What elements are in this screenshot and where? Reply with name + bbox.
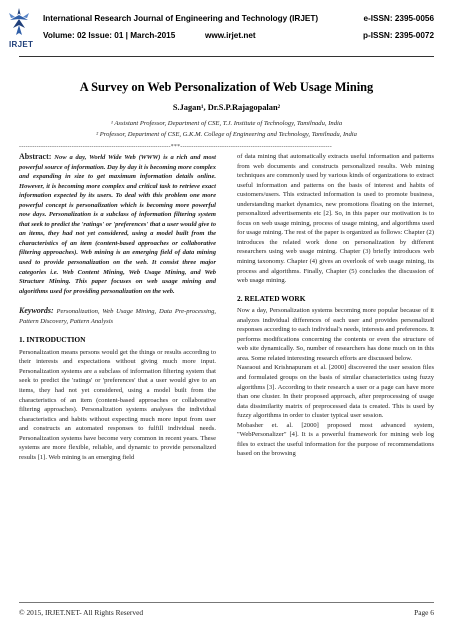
introduction-heading: 1. INTRODUCTION	[19, 335, 86, 345]
related-work-paragraph-3: Mobasher et. al. [2000] proposed most advanced system, "WebPersonalizer" [4]. It is a powerful framework for mining web log files to extract the useful information for the purpose of recommendations based on the browsing	[237, 421, 434, 458]
related-work-heading: 2. RELATED WORK	[237, 293, 306, 303]
irjet-logo-icon	[8, 7, 30, 39]
keywords-label: Keywords:	[19, 306, 54, 316]
left-column	[19, 152, 216, 462]
related-work-paragraph-1: Now a day, Personalization systems becoming more popular because of it analyzes individual differences of each user and provides personalized responses according to each individual's needs, interests and preferences. It performs modifications concerning the contents or even the structure of web site dynamically. So, number of researchers has done much on in this area. Some related interesting research efforts are discussed below.	[237, 307, 434, 362]
copyright-notice: © 2015, IRJET.NET- All Rights Reserved	[19, 608, 144, 617]
keywords-text: Personalization, Web Usage Mining, Data Pre-processing, Pattern Discovery, Pattern Analysis	[19, 308, 216, 325]
journal-header	[0, 0, 453, 60]
paper-authors: S.Jagan¹, Dr.S.P.Rajagopalan²	[172, 103, 281, 112]
e-issn: e-ISSN: 2395-0056	[363, 14, 434, 23]
introduction-continued: of data mining that automatically extracts useful information and patterns from web documents and constructs personalized results. Web mining techniques are commonly used by various kinds of organizations to extract useful information and patterns on the basis of interest and habits of customers/users. This extracted information is used to promote business, understanding market dynamics, new promotions floating on the internet, personalized advertisements etc [2]. So, in this paper our motivation is to focus on web usage mining, process of usage mining, and algorithms used for usage mining. The rest of the paper is organized as follows: Chapter (2) introduces the related work done on personalization by different researchers using web usage mining. Chapter (3) briefly introduces web mining taxonomy. Chapter (4) gives an overlook of web usage mining, its process and algorithms. Finally, Chapter (5) concludes the discussion of web usage mining.	[237, 153, 434, 285]
journal-name: International Research Journal of Engineering and Technology (IRJET)	[43, 14, 319, 23]
affiliation-1: ¹ Assistant Professor, Department of CSE, T.J. Institute of Technology, Tamilnadu, India	[110, 120, 343, 127]
volume-issue: Volume: 02 Issue: 01 | March-2015	[43, 31, 176, 40]
journal-website[interactable]: www.irjet.net	[205, 31, 256, 40]
header-divider	[19, 56, 434, 57]
footer-divider	[19, 602, 434, 603]
keywords	[19, 306, 216, 326]
logo-wordmark: IRJET	[9, 40, 34, 49]
abstract	[19, 152, 216, 296]
abstract-label: Abstract:	[19, 152, 52, 161]
p-issn: p-ISSN: 2395-0072	[363, 31, 434, 40]
page-number: Page 6	[414, 608, 434, 617]
related-work-paragraph-2: Nasraoui and Krishnapuram et al. [2000] discovered the user session files and formulated groups on the basis of similar characteristics using fuzzy algorithms [3]. According to their research a user or a page can have more than one cluster. In their proposed approach, after preprocessing of usage data dissimilarity matrix of preprocessed data is created. This is used by fuzzy algorithms in order to cluster typical user session.	[237, 364, 434, 420]
abstract-text: Now a day, World Wide Web (WWW) is a rich and most powerful source of information. Day by day it is becoming more complex and expanding in size to get maximum information details online. However, it is becoming more complex and critical task to retrieve exact information expected by its users. To deal with this problem one more powerful concept is personalization which is becoming more powerful now days. Personalization is a subclass of information filtering system that seek to predict the 'ratings' or 'preferences' that a user would give to an items, they had not yet considered, using a model built from the characteristics of an item (content-based approaches or collaborative filtering approaches). Web mining is an emerging field of data mining used to provide personalization on the web. It consist three major categories i.e. Web Content Mining, Web Usage Mining, and Web Structure Mining. This paper focuses on web usage mining and algorithms used for providing personalization on the web.	[19, 154, 217, 295]
affiliation-2: ² Professor, Department of CSE, G.K.M. College of Engineering and Technology, Tamilnadu, India	[96, 131, 357, 138]
introduction-text: Personalization means persons would get the things or results according to their interests and expectations without giving much more input. Personalization systems are a subclass of information filtering system that seek to predict the 'ratings' or 'preferences' that a user would give to an items, they had not yet considered, using a model built from the characteristics of an item (content-based approaches or collaborative filtering approaches). Personalization systems analyses the individual characteristics and habits without expecting much more input from user and constructs an automated responses to fulfill individual needs. Personalization systems have become very common in recent years. These systems are more flexible, reliable, and dynamic to provide personalized results [1]. Web mining is an emerging field	[19, 348, 216, 461]
paper-title: A Survey on Web Personalization of Web Usage Mining	[79, 80, 374, 94]
section-separator: ---------------------------------------------------------------------***---------------------------------------------------------------------	[19, 144, 332, 150]
right-column	[237, 152, 434, 459]
